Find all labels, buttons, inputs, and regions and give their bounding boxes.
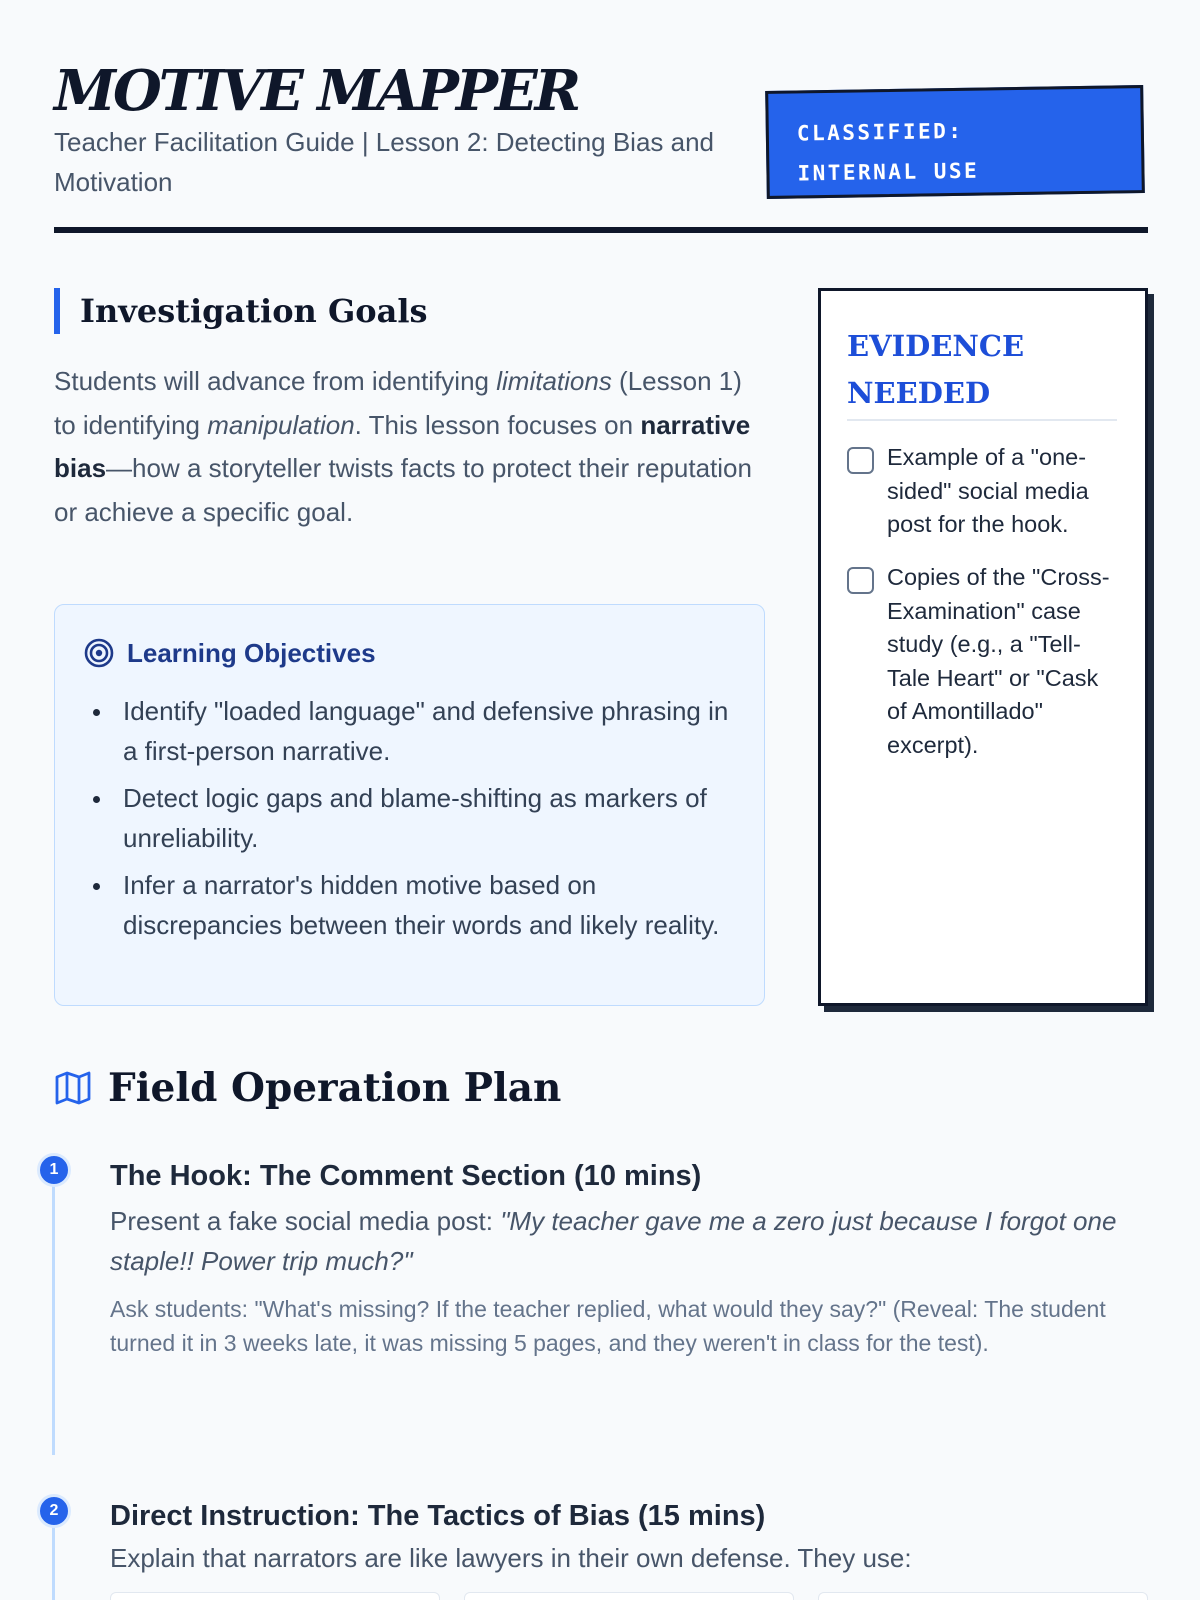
evidence-checkbox[interactable] — [847, 447, 874, 474]
step-title: Direct Instruction: The Tactics of Bias (15 mins) — [110, 1500, 766, 1532]
list-item: Detect logic gaps and blame-shifting as markers of unreliability. — [93, 778, 733, 858]
page-header — [54, 56, 1148, 234]
tactic-card — [464, 1592, 794, 1600]
goals-emphasis-manipulation: manipulation — [207, 409, 355, 440]
step-number-badge: 1 — [37, 1153, 71, 1187]
lesson-guide-page — [49, 0, 1148, 1600]
goals-text-part: . This lesson focuses on — [354, 409, 641, 440]
step-description: Explain that narrators are like lawyers in their own defense. They use: — [110, 1543, 912, 1573]
goals-text-part: (Lesson 1) to identifying — [54, 366, 742, 440]
evidence-needed-card — [818, 288, 1148, 1006]
step-description — [110, 1201, 1120, 1281]
list-item: Infer a narrator's hidden motive based on discrepancies between their words and likely reality. — [93, 865, 733, 945]
header-divider — [54, 227, 1148, 233]
objectives-list — [93, 691, 733, 952]
goals-text-part: Students will advance from identifying — [54, 366, 497, 396]
objectives-title: Learning Objectives — [127, 638, 376, 668]
tactic-card — [110, 1592, 440, 1600]
investigation-goals-heading: Investigation Goals — [80, 292, 428, 330]
goals-intro-text — [54, 360, 754, 534]
evidence-item-label: Copies of the "Cross-Examination" case study (e.g., a "Tell-Tale Heart" or "Cask of Amontillado" excerpt). — [887, 564, 1110, 758]
map-icon — [54, 1069, 92, 1107]
app-title: MOTIVE MAPPER — [54, 58, 579, 124]
evidence-title: EVIDENCE NEEDED — [847, 329, 1025, 410]
goals-strong-narrative-bias: narrative bias — [54, 409, 751, 483]
learning-objectives-box — [54, 604, 765, 1006]
step-note: Ask students: "What's missing? If the teacher replied, what would they say?" (Reveal: The student turned it in 3 weeks late, it was missing 5 pages, and they weren't in class for the test). — [110, 1296, 1106, 1356]
target-icon — [83, 637, 115, 669]
stamp-line-1: CLASSIFIED: — [796, 118, 964, 146]
evidence-divider — [847, 419, 1117, 421]
evidence-checkbox[interactable] — [847, 567, 874, 594]
tactic-card — [818, 1592, 1148, 1600]
evidence-item-label: Example of a "one-sided" social media post for the hook. — [887, 444, 1089, 537]
classified-stamp — [765, 85, 1145, 199]
stamp-line-2: INTERNAL USE — [797, 158, 980, 186]
goals-emphasis-limitations: limitations — [496, 366, 612, 396]
heading-accent-bar — [54, 288, 60, 334]
step-number-badge: 2 — [37, 1494, 71, 1528]
step-title: The Hook: The Comment Section (10 mins) — [110, 1160, 702, 1192]
field-operation-plan-heading: Field Operation Plan — [108, 1065, 562, 1111]
timeline-connector — [52, 1170, 55, 1455]
goals-text-part: —how a storyteller twists facts to protect their reputation or achieve a specific goal. — [54, 453, 752, 527]
step-body-text: Present a fake social media post: — [110, 1206, 501, 1236]
page-subtitle: Teacher Facilitation Guide | Lesson 2: Detecting Bias and Motivation — [54, 127, 715, 197]
list-item: Identify "loaded language" and defensive phrasing in a first-person narrative. — [93, 691, 733, 771]
step-body-quote: "My teacher gave me a zero just because I forgot one staple!! Power trip much?" — [110, 1206, 1117, 1276]
